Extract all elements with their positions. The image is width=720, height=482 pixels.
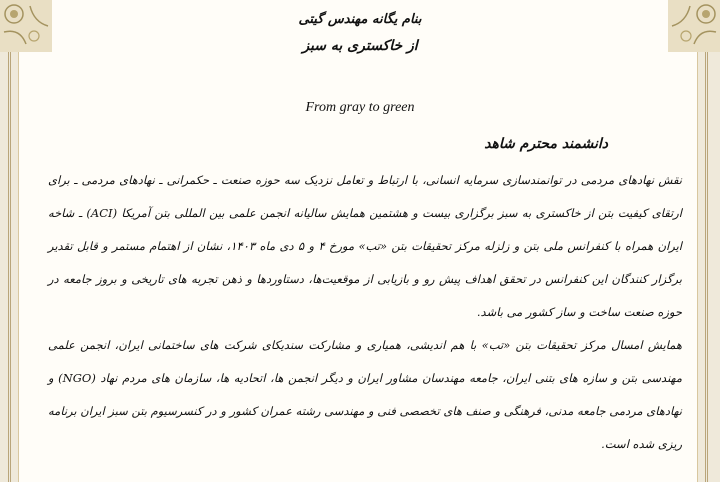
basmala-heading: بنام یگانه مهندس گیتی xyxy=(298,12,422,27)
paragraph-2: همایش امسال مرکز تحقیقات بتن «تب» با هم اندیشی، همیاری و مشارکت سندیکای شرکت های ساختمانی ایران، انجمن علمی مهندسی بتن و سازه های بتنی ایران، جامعه مهندسان مشاور ایران و دیگر انجمن ها، اتحادیه ها، سازمان های مردم نهاد (NGO) و نهادهای مردمی جامعه مدنی، فرهنگی و صنف های تخصصی فنی و مهندسی رشته عمران کشور و در کنسرسیوم بتن سبز ایران برنامه ریزی شده است. xyxy=(48,338,682,451)
paragraph-1: نقش نهادهای مردمی در توانمندسازی سرمایه انسانی، با ارتباط و تعامل نزدیک سه حوزه صنعت ـ حکمرانی ـ نهادهای مردمی ـ برای ارتقای کیفیت بتن از خاکستری به سبز برگزاری بیست و هشتمین همایش سالیانه انجمن علمی بین المللی بتن آمریکا (ACI) ـ شاخه ایران همراه با کنفرانس ملی بتن و زلزله مرکز تحقیقات بتن «تب» مورخ ۴ و ۵ دی ماه ۱۴۰۳، نشان از اهتمام مستمر و قابل تقدیر برگزار کنندگان این کنفرانس در تحقق اهداف پیش رو و بازیابی از موقعیت‌ها، دستاوردها و ذهن تجربه های تاریخی و بروز جامعه در حوزه صنعت ساخت و ساز کشور می باشد. xyxy=(48,173,682,319)
salutation: دانشمند محترم شاهد xyxy=(484,136,608,152)
subtitle-english: From gray to green xyxy=(305,100,415,115)
letter-body xyxy=(48,164,682,461)
subtitle-persian: از خاکستری به سبز xyxy=(302,38,418,54)
